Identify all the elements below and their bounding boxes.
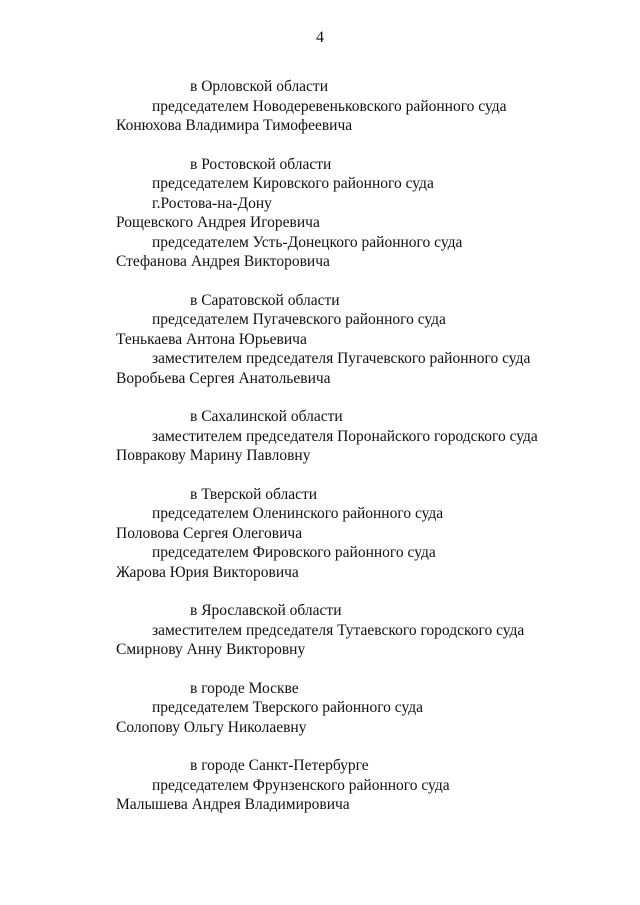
region-heading: в Саратовской области <box>190 291 340 309</box>
region-heading: в Ростовской области <box>190 155 332 173</box>
region-heading: в городе Санкт-Петербурге <box>190 757 369 774</box>
region-heading: в городе Москве <box>190 679 299 697</box>
appointee-name: Повракову Марину Павловну <box>116 447 311 464</box>
region-section <box>0 155 640 272</box>
position-title: председателем Фировского районного суда <box>152 544 436 561</box>
appointee-name: Солопову Ольгу Николаевну <box>116 718 307 736</box>
appointments-list <box>0 77 640 834</box>
position-title: председателем Оленинского районного суда <box>152 505 444 522</box>
position-title: заместителем председателя Тутаевского городского суда <box>152 621 525 639</box>
position-title: председателем Фрунзенского районного суда <box>152 776 450 794</box>
appointee-name: Половова Сергея Олеговича <box>116 524 303 542</box>
region-heading: в Сахалинской области <box>190 408 343 425</box>
page-number: 4 <box>316 29 324 46</box>
appointee-name: Смирнову Анну Викторовну <box>116 641 306 658</box>
region-section <box>0 756 640 815</box>
region-heading: в Орловской области <box>190 78 329 95</box>
position-title: г.Ростова-на-Дону <box>152 194 272 212</box>
region-heading: в Тверской области <box>190 485 318 503</box>
region-section <box>0 679 640 738</box>
position-title: председателем Усть-Донецкого районного суда <box>152 233 463 251</box>
region-section <box>0 77 640 136</box>
region-heading: в Ярославской области <box>190 602 342 619</box>
region-section <box>0 601 640 660</box>
appointee-name: Воробьева Сергея Анатольевича <box>116 369 331 387</box>
appointee-name: Тенькаева Антона Юрьевича <box>116 330 307 348</box>
region-section <box>0 485 640 583</box>
region-section <box>0 291 640 389</box>
position-title: председателем Кировского районного суда <box>152 175 434 192</box>
position-title: председателем Тверского районного суда <box>152 699 424 716</box>
appointee-name: Рощевского Андрея Игоревича <box>116 214 320 231</box>
appointee-name: Жарова Юрия Викторовича <box>116 563 299 581</box>
appointee-name: Стефанова Андрея Викторовича <box>116 253 330 270</box>
position-title: председателем Новодеревеньковского районного суда <box>152 97 507 115</box>
appointee-name: Малышева Андрея Владимировича <box>116 796 350 813</box>
position-title: заместителем председателя Пугачевского районного суда <box>152 350 531 367</box>
position-title: заместителем председателя Поронайского городского суда <box>152 427 538 445</box>
appointee-name: Конюхова Владимира Тимофеевича <box>116 117 353 134</box>
region-section <box>0 407 640 466</box>
position-title: председателем Пугачевского районного суда <box>152 311 446 328</box>
